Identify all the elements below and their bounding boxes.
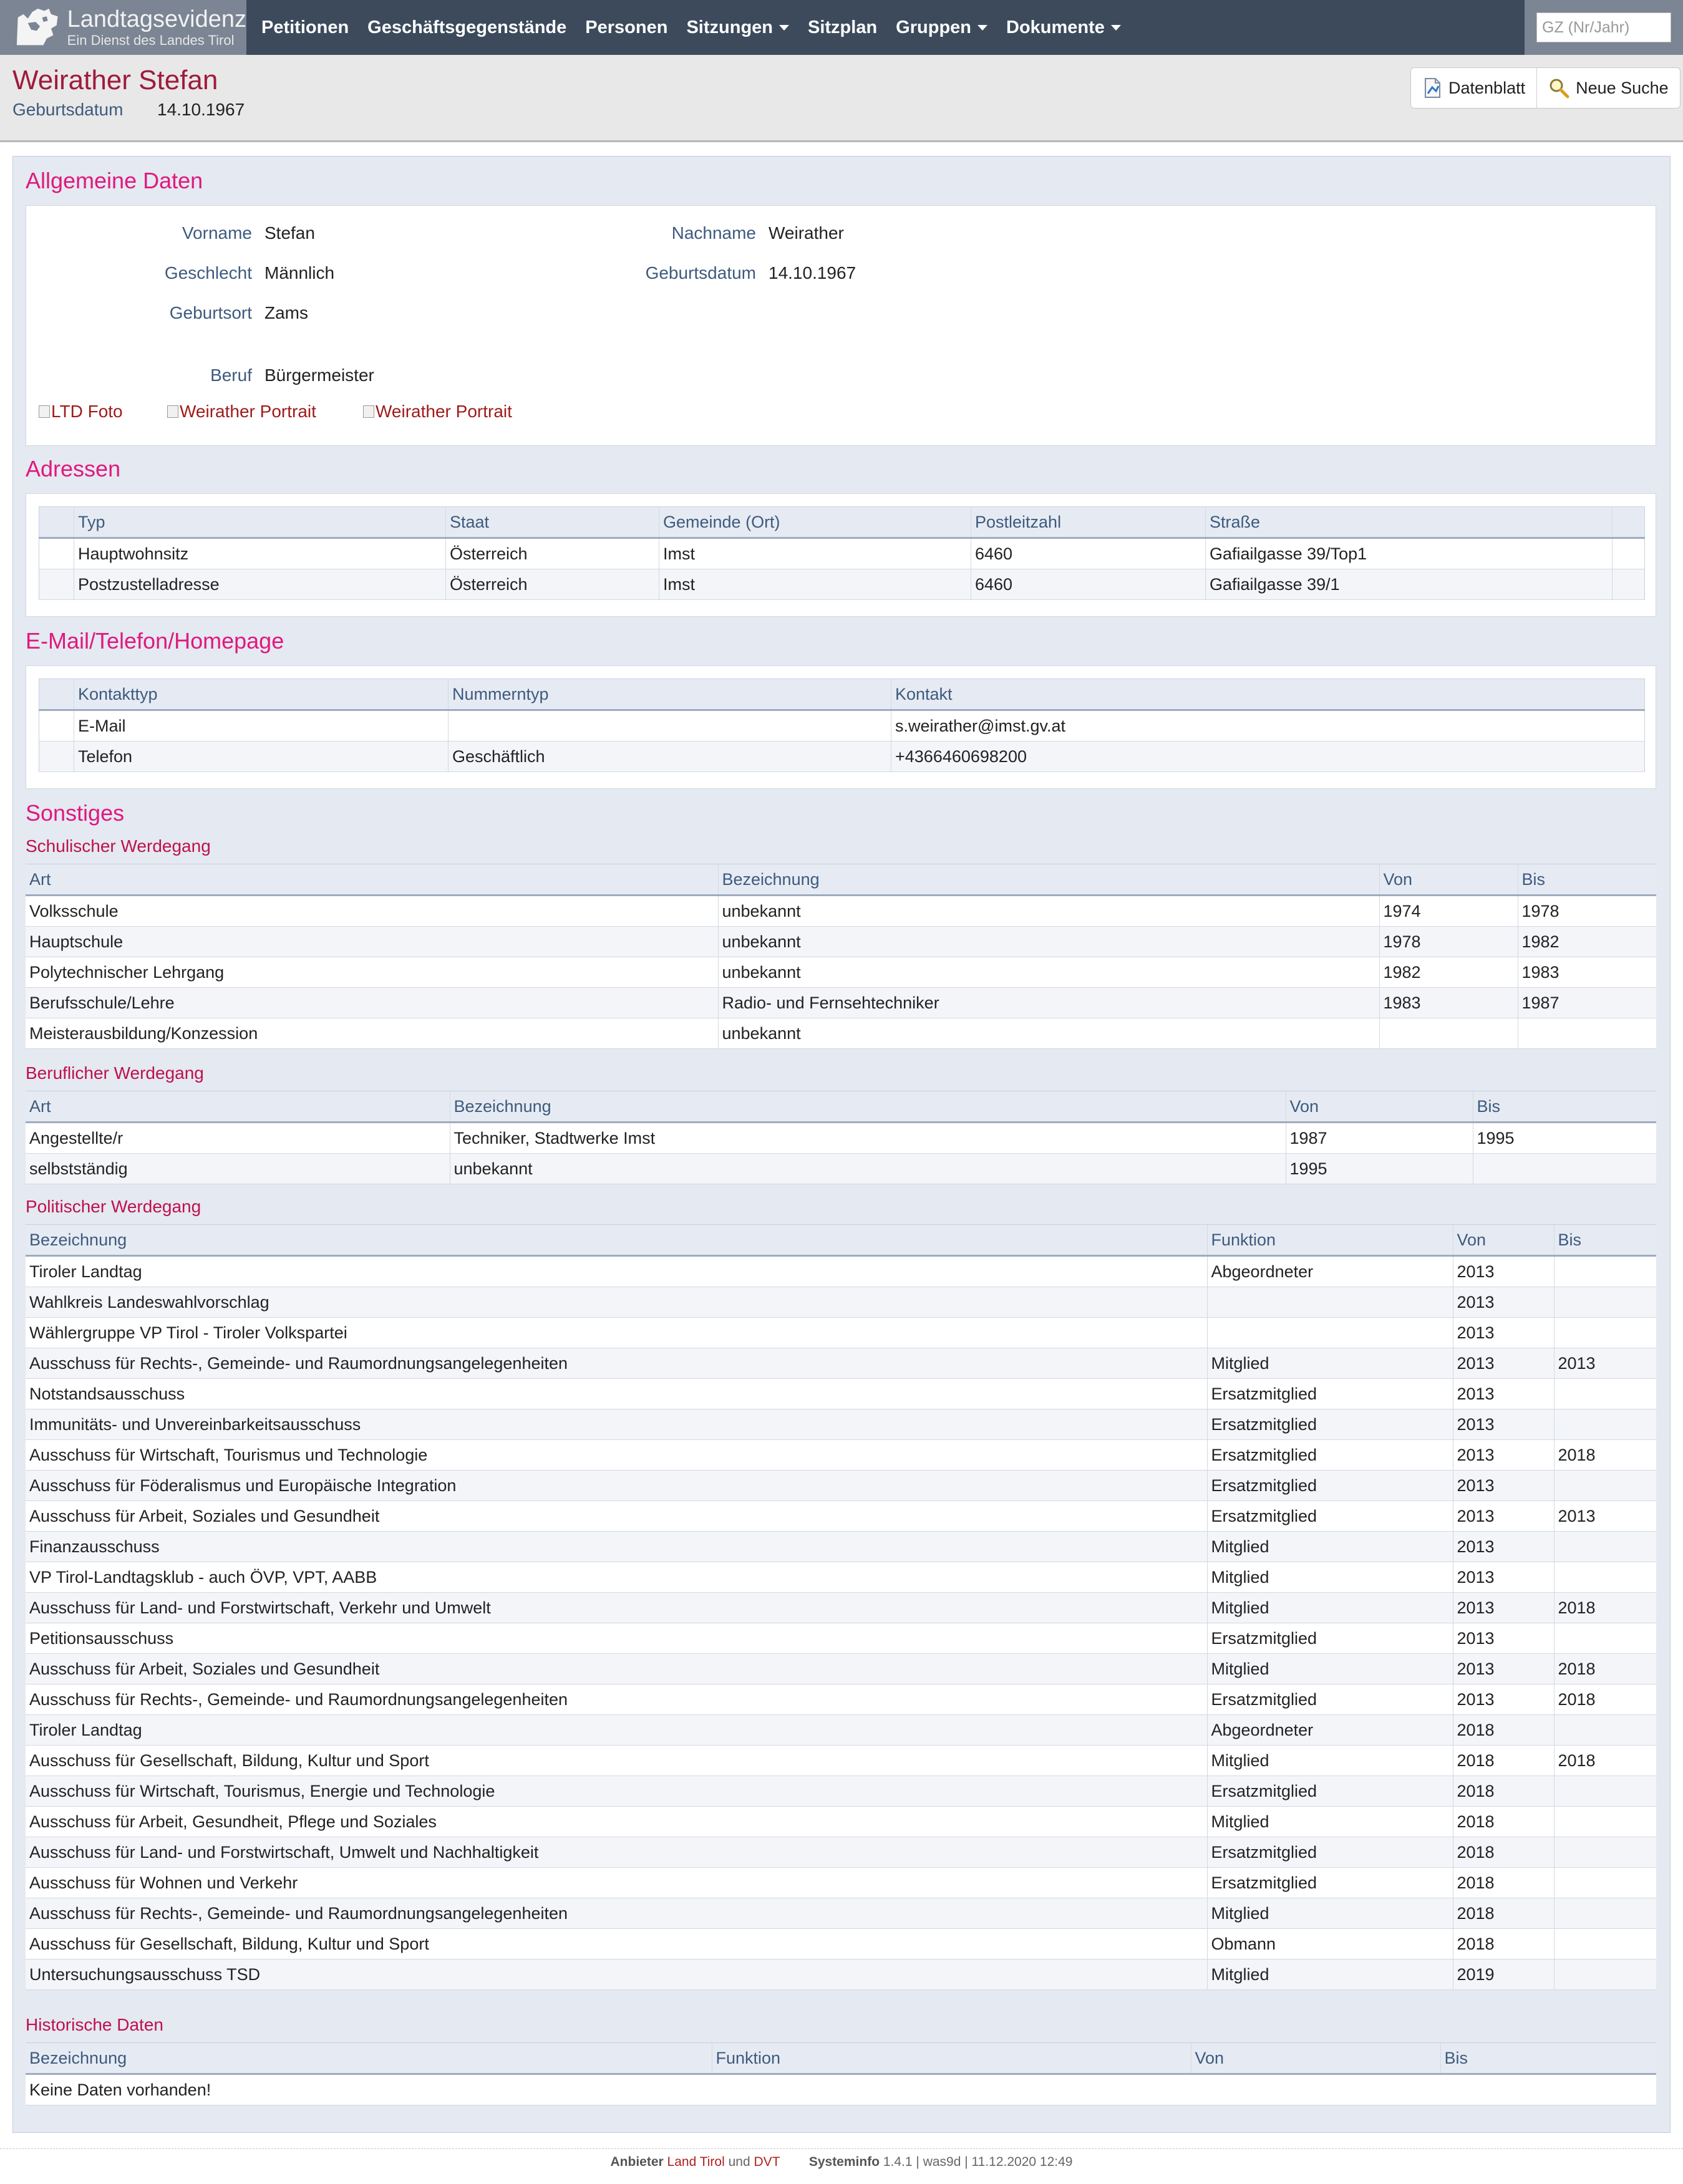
table-cell bbox=[1473, 1154, 1656, 1184]
table-cell: 2018 bbox=[1453, 1807, 1554, 1837]
table-row bbox=[26, 1715, 1656, 1746]
table-cell: Ersatzmitglied bbox=[1207, 1776, 1453, 1807]
table-cell: 1987 bbox=[1286, 1123, 1473, 1154]
table-cell: 2013 bbox=[1453, 1256, 1554, 1287]
table-cell: 1978 bbox=[1518, 896, 1656, 927]
contact-box bbox=[26, 665, 1656, 789]
table-header: Postleitzahl bbox=[971, 507, 1206, 538]
broken-image-icon bbox=[39, 405, 50, 418]
table-cell bbox=[1613, 569, 1645, 600]
table-cell: Notstandsausschuss bbox=[26, 1379, 1207, 1409]
table-cell: 1982 bbox=[1518, 927, 1656, 957]
table-cell: unbekannt bbox=[718, 896, 1379, 927]
table-cell: 2018 bbox=[1554, 1654, 1656, 1684]
nachname-value: Weirather bbox=[769, 223, 844, 243]
table-cell: Ausschuss für Gesellschaft, Bildung, Kultur und Sport bbox=[26, 1929, 1207, 1959]
image-alt-text: LTD Foto bbox=[51, 402, 123, 421]
table-cell bbox=[1554, 1532, 1656, 1562]
subsection-title-career: Beruflicher Werdegang bbox=[26, 1063, 204, 1083]
table-cell: 2018 bbox=[1453, 1837, 1554, 1868]
table-cell: Österreich bbox=[446, 538, 659, 569]
footer-provider-label: Anbieter bbox=[610, 2155, 664, 2169]
table-cell: Ersatzmitglied bbox=[1207, 1471, 1453, 1501]
table-header bbox=[39, 679, 74, 710]
table-cell bbox=[1554, 1379, 1656, 1409]
image-alt-text: Weirather Portrait bbox=[376, 402, 512, 421]
table-row bbox=[26, 988, 1656, 1018]
table-cell: Techniker, Stadtwerke Imst bbox=[450, 1123, 1286, 1154]
table-cell: Meisterausbildung/Konzession bbox=[26, 1018, 718, 1049]
table-cell: selbstständig bbox=[26, 1154, 450, 1184]
table-cell: 2018 bbox=[1554, 1440, 1656, 1471]
school-table-body bbox=[26, 896, 1656, 1049]
table-cell: 2013 bbox=[1453, 1440, 1554, 1471]
table-row bbox=[26, 927, 1656, 957]
table-row bbox=[26, 1318, 1656, 1348]
table-header bbox=[1613, 507, 1645, 538]
table-cell: 2018 bbox=[1554, 1684, 1656, 1715]
table-cell: Tiroler Landtag bbox=[26, 1715, 1207, 1746]
table-cell: 6460 bbox=[971, 538, 1206, 569]
table-cell: Wählergruppe VP Tirol - Tiroler Volkspartei bbox=[26, 1318, 1207, 1348]
nachname-label: Nachname bbox=[671, 223, 756, 243]
caret-down-icon bbox=[977, 25, 987, 31]
table-header: Straße bbox=[1206, 507, 1613, 538]
table-cell: Obmann bbox=[1207, 1929, 1453, 1959]
table-cell: 2013 bbox=[1554, 1501, 1656, 1532]
table-cell: 2018 bbox=[1554, 1746, 1656, 1776]
table-cell: unbekannt bbox=[718, 957, 1379, 988]
table-cell: Ausschuss für Arbeit, Soziales und Gesundheit bbox=[26, 1501, 1207, 1532]
gz-search-input[interactable] bbox=[1536, 12, 1671, 42]
table-header: Typ bbox=[74, 507, 446, 538]
table-header: Bezeichnung bbox=[26, 1225, 1207, 1256]
table-cell: Mitglied bbox=[1207, 1654, 1453, 1684]
row-handle bbox=[39, 742, 74, 772]
table-row bbox=[26, 1440, 1656, 1471]
nav-label: Personen bbox=[585, 17, 668, 37]
table-header: Von bbox=[1453, 1225, 1554, 1256]
section-title-addresses: Adressen bbox=[26, 456, 121, 481]
table-cell: 1982 bbox=[1379, 957, 1518, 988]
table-row bbox=[26, 1154, 1656, 1184]
table-cell: Ausschuss für Land- und Forstwirtschaft, Umwelt und Nachhaltigkeit bbox=[26, 1837, 1207, 1868]
datasheet-label: Datenblatt bbox=[1448, 78, 1526, 97]
footer-link-dvt[interactable]: DVT bbox=[754, 2155, 780, 2169]
footer-divider bbox=[0, 2148, 1683, 2149]
geburtsdatum-value: 14.10.1967 bbox=[769, 263, 856, 283]
table-cell: Ersatzmitglied bbox=[1207, 1501, 1453, 1532]
person-header bbox=[0, 55, 1683, 142]
table-cell: Ersatzmitglied bbox=[1207, 1379, 1453, 1409]
table-row bbox=[26, 1409, 1656, 1440]
table-cell bbox=[1554, 1868, 1656, 1898]
table-row bbox=[26, 1562, 1656, 1593]
table-header: Von bbox=[1191, 2043, 1440, 2074]
table-header: Funktion bbox=[712, 2043, 1191, 2074]
portrait-image-2[interactable] bbox=[363, 402, 512, 422]
table-cell: Ausschuss für Wohnen und Verkehr bbox=[26, 1868, 1207, 1898]
broken-image-icon bbox=[363, 405, 374, 418]
table-cell bbox=[1554, 1837, 1656, 1868]
table-cell: Ausschuss für Föderalismus und Europäische Integration bbox=[26, 1471, 1207, 1501]
table-row bbox=[26, 1593, 1656, 1623]
table-cell: Berufsschule/Lehre bbox=[26, 988, 718, 1018]
political-table-body bbox=[26, 1256, 1656, 1990]
table-header: Von bbox=[1379, 864, 1518, 896]
table-cell: 2013 bbox=[1453, 1287, 1554, 1318]
section-title-contact: E-Mail/Telefon/Homepage bbox=[26, 628, 284, 654]
table-header bbox=[39, 507, 74, 538]
tyrol-eagle-icon bbox=[11, 4, 62, 51]
table-row bbox=[26, 1379, 1656, 1409]
table-cell: VP Tirol-Landtagsklub - auch ÖVP, VPT, AABB bbox=[26, 1562, 1207, 1593]
table-cell: 1995 bbox=[1286, 1154, 1473, 1184]
table-cell bbox=[1554, 1318, 1656, 1348]
table-header: Art bbox=[26, 864, 718, 896]
footer bbox=[0, 2155, 1683, 2170]
nav-dokumente-dropdown[interactable] bbox=[997, 17, 1130, 38]
empty-message: Keine Daten vorhanden! bbox=[26, 2074, 1656, 2105]
table-cell: 2013 bbox=[1453, 1471, 1554, 1501]
geburtsort-label: Geburtsort bbox=[169, 303, 252, 322]
table-cell: Radio- und Fernsehtechniker bbox=[718, 988, 1379, 1018]
table-cell: 2013 bbox=[1453, 1593, 1554, 1623]
subsection-title-school: Schulischer Werdegang bbox=[26, 836, 211, 856]
table-cell: Ausschuss für Rechts-, Gemeinde- und Raumordnungsangelegenheiten bbox=[26, 1348, 1207, 1379]
table-cell: 2013 bbox=[1453, 1348, 1554, 1379]
contact-table bbox=[39, 679, 1645, 772]
table-cell: Mitglied bbox=[1207, 1807, 1453, 1837]
table-cell: Hauptwohnsitz bbox=[74, 538, 446, 569]
table-cell: Ausschuss für Land- und Forstwirtschaft, Verkehr und Umwelt bbox=[26, 1593, 1207, 1623]
footer-link-land-tirol[interactable]: Land Tirol bbox=[667, 2155, 725, 2169]
table-cell bbox=[1554, 1471, 1656, 1501]
table-header: Gemeinde (Ort) bbox=[659, 507, 971, 538]
subsection-title-historic: Historische Daten bbox=[26, 2015, 163, 2034]
geburtsdatum-label: Geburtsdatum bbox=[645, 263, 756, 283]
table-cell bbox=[1518, 1018, 1656, 1049]
table-cell bbox=[449, 710, 891, 742]
table-cell bbox=[1554, 1898, 1656, 1929]
table-cell: 2013 bbox=[1453, 1379, 1554, 1409]
table-cell: 2019 bbox=[1453, 1959, 1554, 1990]
table-row bbox=[26, 1018, 1656, 1049]
table-row bbox=[26, 1868, 1656, 1898]
row-handle bbox=[39, 710, 74, 742]
table-cell: Untersuchungsausschuss TSD bbox=[26, 1959, 1207, 1990]
caret-down-icon bbox=[1111, 25, 1121, 31]
email-link[interactable]: s.weirather@imst.gv.at bbox=[891, 710, 1645, 742]
table-cell: 1978 bbox=[1379, 927, 1518, 957]
table-cell: Mitglied bbox=[1207, 1348, 1453, 1379]
brand[interactable] bbox=[0, 0, 246, 55]
section-title-general: Allgemeine Daten bbox=[26, 168, 203, 193]
main-panel bbox=[12, 156, 1671, 2133]
table-cell: 1987 bbox=[1518, 988, 1656, 1018]
table-cell bbox=[1554, 1287, 1656, 1318]
table-cell: Ausschuss für Gesellschaft, Bildung, Kultur und Sport bbox=[26, 1746, 1207, 1776]
table-cell: Imst bbox=[659, 538, 971, 569]
brand-text bbox=[67, 7, 246, 47]
table-cell: 2018 bbox=[1453, 1746, 1554, 1776]
nav-label: Petitionen bbox=[261, 17, 349, 37]
addresses-table bbox=[39, 506, 1645, 600]
table-cell: Volksschule bbox=[26, 896, 718, 927]
career-table-body bbox=[26, 1123, 1656, 1184]
ltd-photo-image[interactable] bbox=[39, 402, 123, 422]
table-cell: 2013 bbox=[1554, 1348, 1656, 1379]
table-cell bbox=[1207, 1287, 1453, 1318]
image-alt-text: Weirather Portrait bbox=[180, 402, 316, 421]
nav-geschaeftsgegenstaende[interactable] bbox=[358, 17, 576, 38]
table-cell: 2013 bbox=[1453, 1532, 1554, 1562]
table-cell: 2013 bbox=[1453, 1318, 1554, 1348]
table-row bbox=[39, 569, 1645, 600]
phone-link[interactable]: +4366460698200 bbox=[891, 742, 1645, 772]
table-cell: 1983 bbox=[1379, 988, 1518, 1018]
datasheet-button[interactable] bbox=[1411, 68, 1536, 108]
search-icon bbox=[1548, 77, 1569, 99]
nav-sitzungen-dropdown[interactable] bbox=[677, 17, 798, 38]
table-cell: Postzustelladresse bbox=[74, 569, 446, 600]
caret-down-icon bbox=[779, 25, 789, 31]
table-cell: Mitglied bbox=[1207, 1562, 1453, 1593]
geschlecht-label: Geschlecht bbox=[164, 263, 252, 283]
new-search-button[interactable] bbox=[1536, 68, 1680, 108]
table-cell: Angestellte/r bbox=[26, 1123, 450, 1154]
table-cell: 2018 bbox=[1453, 1898, 1554, 1929]
table-cell: Telefon bbox=[74, 742, 449, 772]
table-header: Funktion bbox=[1207, 1225, 1453, 1256]
table-cell bbox=[1379, 1018, 1518, 1049]
table-cell: Mitglied bbox=[1207, 1746, 1453, 1776]
table-header: Bis bbox=[1554, 1225, 1656, 1256]
document-icon bbox=[1422, 77, 1442, 99]
table-row bbox=[26, 1654, 1656, 1684]
search-area bbox=[1525, 0, 1683, 55]
table-row bbox=[39, 538, 1645, 569]
table-cell: Polytechnischer Lehrgang bbox=[26, 957, 718, 988]
nav-label: Geschäftsgegenstände bbox=[367, 17, 567, 37]
table-header: Bis bbox=[1473, 1091, 1656, 1123]
birthdate-value: 14.10.1967 bbox=[157, 100, 245, 119]
table-cell: Tiroler Landtag bbox=[26, 1256, 1207, 1287]
vorname-value: Stefan bbox=[264, 223, 315, 243]
table-cell: Ausschuss für Wirtschaft, Tourismus, Energie und Technologie bbox=[26, 1776, 1207, 1807]
table-cell: Ausschuss für Wirtschaft, Tourismus und Technologie bbox=[26, 1440, 1207, 1471]
geschlecht-value: Männlich bbox=[264, 263, 335, 283]
table-row bbox=[26, 1929, 1656, 1959]
nav-label: Sitzplan bbox=[808, 17, 878, 37]
nav-label: Gruppen bbox=[896, 17, 972, 37]
table-cell: Ersatzmitglied bbox=[1207, 1837, 1453, 1868]
table-row bbox=[26, 896, 1656, 927]
table-cell bbox=[1554, 1562, 1656, 1593]
table-cell: 2013 bbox=[1453, 1623, 1554, 1654]
table-cell: unbekannt bbox=[718, 927, 1379, 957]
table-row bbox=[39, 742, 1645, 772]
table-cell: Ersatzmitglied bbox=[1207, 1684, 1453, 1715]
table-header: Von bbox=[1286, 1091, 1473, 1123]
table-header: Art bbox=[26, 1091, 450, 1123]
table-cell: 2013 bbox=[1453, 1501, 1554, 1532]
table-row bbox=[26, 1807, 1656, 1837]
table-header: Nummerntyp bbox=[449, 679, 891, 710]
table-cell: 2018 bbox=[1453, 1715, 1554, 1746]
broken-image-icon bbox=[167, 405, 178, 418]
table-cell bbox=[1554, 1256, 1656, 1287]
table-cell: Mitglied bbox=[1207, 1593, 1453, 1623]
table-cell bbox=[1554, 1623, 1656, 1654]
table-cell: 2013 bbox=[1453, 1684, 1554, 1715]
table-cell: Ersatzmitglied bbox=[1207, 1868, 1453, 1898]
table-cell bbox=[1554, 1409, 1656, 1440]
footer-sysinfo: 1.4.1 | was9d | 11.12.2020 12:49 bbox=[883, 2155, 1073, 2169]
table-row bbox=[26, 1501, 1656, 1532]
table-header: Staat bbox=[446, 507, 659, 538]
table-header: Bezeichnung bbox=[718, 864, 1379, 896]
table-row bbox=[26, 1123, 1656, 1154]
birthdate-label: Geburtsdatum bbox=[12, 100, 124, 119]
table-cell: Ausschuss für Rechts-, Gemeinde- und Raumordnungsangelegenheiten bbox=[26, 1684, 1207, 1715]
table-row bbox=[26, 1684, 1656, 1715]
table-cell: Finanzausschuss bbox=[26, 1532, 1207, 1562]
table-cell bbox=[1554, 1715, 1656, 1746]
table-row bbox=[26, 957, 1656, 988]
table-cell bbox=[1207, 1318, 1453, 1348]
table-cell: Ersatzmitglied bbox=[1207, 1623, 1453, 1654]
table-row bbox=[26, 1471, 1656, 1501]
table-row bbox=[26, 1959, 1656, 1990]
table-cell: 1983 bbox=[1518, 957, 1656, 988]
subsection-title-political: Politischer Werdegang bbox=[26, 1197, 201, 1216]
table-cell: 2013 bbox=[1453, 1409, 1554, 1440]
table-cell bbox=[1554, 1959, 1656, 1990]
nav-sitzplan[interactable] bbox=[798, 17, 886, 38]
addresses-box bbox=[26, 493, 1656, 617]
table-cell: 2013 bbox=[1453, 1562, 1554, 1593]
table-row bbox=[26, 1776, 1656, 1807]
table-cell: unbekannt bbox=[718, 1018, 1379, 1049]
table-cell: Hauptschule bbox=[26, 927, 718, 957]
row-handle bbox=[39, 569, 74, 600]
table-header: Kontakt bbox=[891, 679, 1645, 710]
section-title-misc: Sonstiges bbox=[26, 800, 125, 826]
table-cell: 1974 bbox=[1379, 896, 1518, 927]
table-cell: Wahlkreis Landeswahlvorschlag bbox=[26, 1287, 1207, 1318]
table-cell: Mitglied bbox=[1207, 1532, 1453, 1562]
table-cell: E-Mail bbox=[74, 710, 449, 742]
table-row bbox=[26, 1287, 1656, 1318]
table-cell: 2018 bbox=[1453, 1776, 1554, 1807]
table-cell: Ersatzmitglied bbox=[1207, 1409, 1453, 1440]
beruf-label: Beruf bbox=[210, 365, 252, 385]
geburtsort-value: Zams bbox=[264, 303, 308, 322]
table-cell bbox=[1554, 1776, 1656, 1807]
table-row bbox=[26, 1898, 1656, 1929]
table-cell: Abgeordneter bbox=[1207, 1256, 1453, 1287]
table-cell: 2018 bbox=[1453, 1868, 1554, 1898]
table-cell: Österreich bbox=[446, 569, 659, 600]
vorname-label: Vorname bbox=[182, 223, 252, 243]
table-cell: Gafiailgasse 39/Top1 bbox=[1206, 538, 1613, 569]
row-handle bbox=[39, 538, 74, 569]
general-data-box bbox=[26, 205, 1656, 446]
nav-personen[interactable] bbox=[576, 17, 677, 38]
header-button-group bbox=[1410, 67, 1681, 109]
beruf-value: Bürgermeister bbox=[264, 365, 374, 385]
nav-menu bbox=[246, 0, 1130, 55]
table-row bbox=[26, 1532, 1656, 1562]
table-cell: unbekannt bbox=[450, 1154, 1286, 1184]
table-cell: Ausschuss für Arbeit, Soziales und Gesundheit bbox=[26, 1654, 1207, 1684]
table-cell: Imst bbox=[659, 569, 971, 600]
table-cell: 2013 bbox=[1453, 1654, 1554, 1684]
brand-title: Landtagsevidenz bbox=[67, 6, 246, 32]
footer-sysinfo-label: Systeminfo bbox=[808, 2155, 880, 2169]
table-cell: 2018 bbox=[1554, 1593, 1656, 1623]
table-cell: Immunitäts- und Unvereinbarkeitsausschuss bbox=[26, 1409, 1207, 1440]
table-cell: Geschäftlich bbox=[449, 742, 891, 772]
new-search-label: Neue Suche bbox=[1576, 78, 1669, 97]
political-table bbox=[26, 1224, 1656, 1990]
top-navbar bbox=[0, 0, 1683, 55]
career-table bbox=[26, 1091, 1656, 1184]
table-row bbox=[26, 1746, 1656, 1776]
page-title: Weirather Stefan bbox=[12, 65, 218, 95]
table-cell: Mitglied bbox=[1207, 1959, 1453, 1990]
table-cell: Mitglied bbox=[1207, 1898, 1453, 1929]
table-cell: Ausschuss für Rechts-, Gemeinde- und Raumordnungsangelegenheiten bbox=[26, 1898, 1207, 1929]
table-cell: Abgeordneter bbox=[1207, 1715, 1453, 1746]
table-cell: Gafiailgasse 39/1 bbox=[1206, 569, 1613, 600]
school-table bbox=[26, 864, 1656, 1049]
table-row bbox=[26, 1837, 1656, 1868]
table-cell: 2018 bbox=[1453, 1929, 1554, 1959]
table-row bbox=[26, 1348, 1656, 1379]
table-row bbox=[26, 1256, 1656, 1287]
historic-table bbox=[26, 2042, 1656, 2105]
table-cell: Petitionsausschuss bbox=[26, 1623, 1207, 1654]
table-cell: 6460 bbox=[971, 569, 1206, 600]
nav-gruppen-dropdown[interactable] bbox=[886, 17, 997, 38]
table-row bbox=[26, 1623, 1656, 1654]
brand-subtitle: Ein Dienst des Landes Tirol bbox=[67, 32, 235, 48]
table-row bbox=[26, 2074, 1656, 2105]
table-cell bbox=[1554, 1807, 1656, 1837]
nav-label: Sitzungen bbox=[686, 17, 773, 37]
table-cell: 1995 bbox=[1473, 1123, 1656, 1154]
nav-petitionen[interactable] bbox=[246, 17, 358, 38]
table-cell bbox=[1613, 538, 1645, 569]
portrait-image-1[interactable] bbox=[167, 402, 316, 422]
table-cell bbox=[1554, 1929, 1656, 1959]
table-header: Bezeichnung bbox=[26, 2043, 712, 2074]
table-header: Kontakttyp bbox=[74, 679, 449, 710]
table-header: Bis bbox=[1518, 864, 1656, 896]
table-row bbox=[39, 710, 1645, 742]
nav-label: Dokumente bbox=[1006, 17, 1105, 37]
table-header: Bezeichnung bbox=[450, 1091, 1286, 1123]
table-cell: Ersatzmitglied bbox=[1207, 1440, 1453, 1471]
table-header: Bis bbox=[1440, 2043, 1656, 2074]
table-cell: Ausschuss für Arbeit, Gesundheit, Pflege und Soziales bbox=[26, 1807, 1207, 1837]
footer-text: und bbox=[728, 2155, 750, 2169]
